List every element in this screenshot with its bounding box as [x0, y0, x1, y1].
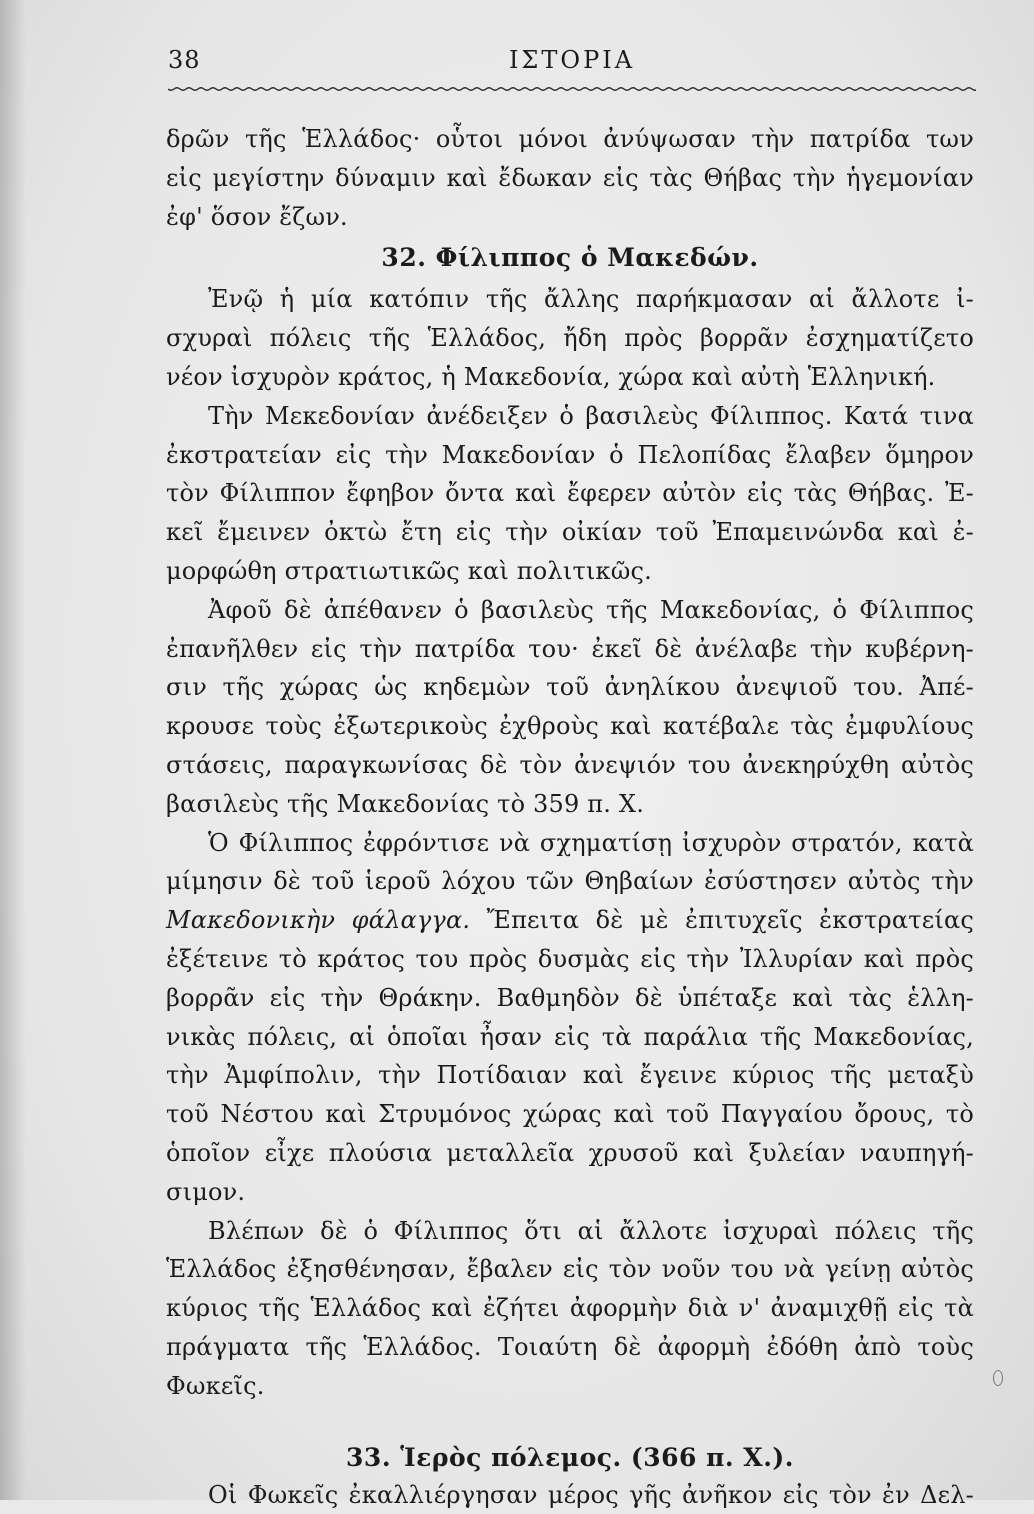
page-number: 38 [168, 46, 201, 74]
text-line: ἐξέτεινε τὸ κράτος του πρὸς δυσμὰς εἰς τὴν Ἰλλυρίαν καὶ πρὸς [166, 940, 974, 979]
section-heading-32: 32. Φίλιππος ὁ Μακεδών. [166, 236, 974, 280]
text-line: Ἑλλάδος ἐξησθένησαν, ἔβαλεν εἰς τὸν νοῦν του νὰ γείνῃ αὐτὸς [166, 1250, 974, 1289]
text-line: τοῦ Νέστου καὶ Στρυμόνος χώρας καὶ τοῦ Παγγαίου ὄρους, τὸ [166, 1095, 974, 1134]
opening-paragraph [166, 120, 974, 236]
text-line: τὴν Ἀμφίπολιν, τὴν Ποτίδαιαν καὶ ἔγεινε κύριος τῆς μεταξὺ [166, 1056, 974, 1095]
wavy-header-rule [168, 86, 976, 92]
text-line: ἐφ' ὅσον ἔζων. [166, 198, 974, 237]
text-line-with-italic [166, 901, 974, 940]
section-heading-33: 33. Ἱερὸς πόλεμος. (366 π. Χ.). [166, 1436, 974, 1476]
running-title: ΙΣΤΟΡΙΑ [168, 46, 976, 74]
text-line: ὁποῖον εἶχε πλούσια μεταλλεῖα χρυσοῦ καὶ ξυλείαν ναυπηγή- [166, 1134, 974, 1173]
text-line: εἰς μεγίστην δύναμιν καὶ ἔδωκαν εἰς τὰς Θήβας τὴν ἡγεμονίαν [166, 159, 974, 198]
text-line: ἐκστρατείαν εἰς τὴν Μακεδονίαν ὁ Πελοπίδας ἔλαβεν ὅμηρον [166, 436, 974, 475]
text-line: βασιλεὺς τῆς Μακεδονίας τὸ 359 π. Χ. [166, 785, 974, 824]
binding-shadow [0, 0, 26, 1500]
text-line: νέον ἰσχυρὸν κράτος, ἡ Μακεδονία, χώρα καὶ αὐτὴ Ἑλληνική. [166, 358, 974, 397]
text-line: πράγματα τῆς Ἑλλάδος. Τοιαύτη δὲ ἀφορμὴ ἐδόθη ἀπὸ τοὺς [166, 1328, 974, 1367]
text-line: Ἀφοῦ δὲ ἀπέθανεν ὁ βασιλεὺς τῆς Μακεδονίας, ὁ Φίλιππος [166, 591, 974, 630]
text-line: Ἐνῷ ἡ μία κατόπιν τῆς ἄλλης παρήκμασαν αἱ ἄλλοτε ἰ- [166, 280, 974, 319]
text-line: νικὰς πόλεις, αἱ ὁποῖαι ἦσαν εἰς τὰ παράλια τῆς Μακεδονίας, [166, 1018, 974, 1057]
text-line: μίμησιν δὲ τοῦ ἱεροῦ λόχου τῶν Θηβαίων ἐσύστησεν αὐτὸς τὴν [166, 862, 974, 901]
section-33-body [166, 1476, 974, 1514]
text-line: Βλέπων δὲ ὁ Φίλιππος ὅτι αἱ ἄλλοτε ἰσχυραὶ πόλεις τῆς [166, 1212, 974, 1251]
running-header [168, 44, 976, 84]
italic-term: Μακεδονικὴν φάλαγγα. [166, 906, 470, 934]
text-line: Τὴν Μεκεδονίαν ἀνέδειξεν ὁ βασιλεὺς Φίλιππος. Κατά τινα [166, 397, 974, 436]
text-line: Φωκεῖς. [166, 1367, 974, 1406]
text-line: κύριος τῆς Ἑλλάδος καὶ ἐζήτει ἀφορμὴν διὰ ν' ἀναμιχθῇ εἰς τὰ [166, 1289, 974, 1328]
margin-ring-mark [993, 1370, 1003, 1386]
text-line: ἐπανῆλθεν εἰς τὴν πατρίδα του· ἐκεῖ δὲ ἀνέλαβε τὴν κυβέρνη- [166, 630, 974, 669]
text-line: βορρᾶν εἰς τὴν Θράκην. Βαθμηδὸν δὲ ὑπέταξε καὶ τὰς ἑλλη- [166, 979, 974, 1018]
section-32-body [166, 280, 974, 1405]
text-line: σιμον. [166, 1173, 974, 1212]
text-line: Οἱ Φωκεῖς ἐκαλλιέργησαν μέρος γῆς ἀνῆκον εἰς τὸν ἐν Δελ- [166, 1476, 974, 1514]
text-line: κρουσε τοὺς ἐξωτερικοὺς ἐχθροὺς καὶ κατέβαλε τὰς ἐμφυλίους [166, 707, 974, 746]
text-line: σχυραὶ πόλεις τῆς Ἑλλάδος, ἤδη πρὸς βορρᾶν ἐσχηματίζετο [166, 319, 974, 358]
text-line: μορφώθη στρατιωτικῶς καὶ πολιτικῶς. [166, 552, 974, 591]
text-line: σιν τῆς χώρας ὡς κηδεμὼν τοῦ ἀνηλίκου ἀνεψιοῦ του. Ἀπέ- [166, 668, 974, 707]
text-line: κεῖ ἔμεινεν ὀκτὼ ἔτη εἰς τὴν οἰκίαν τοῦ Ἐπαμεινώνδα καὶ ἐ- [166, 513, 974, 552]
text-line: στάσεις, παραγκωνίσας δὲ τὸν ἀνεψιόν του ἀνεκηρύχθη αὐτὸς [166, 746, 974, 785]
text-line: Ὁ Φίλιππος ἐφρόντισε νὰ σχηματίσῃ ἰσχυρὸν στρατόν, κατὰ [166, 824, 974, 863]
text-segment: Ἔπειτα δὲ μὲ ἐπιτυχεῖς ἐκστρατείας [470, 906, 974, 934]
text-line: τὸν Φίλιππον ἔφηβον ὄντα καὶ ἔφερεν αὐτὸν εἰς τὰς Θήβας. Ἐ- [166, 474, 974, 513]
text-line: δρῶν τῆς Ἑλλάδος· οὗτοι μόνοι ἀνύψωσαν τὴν πατρίδα των [166, 120, 974, 159]
body-text [166, 120, 974, 1514]
